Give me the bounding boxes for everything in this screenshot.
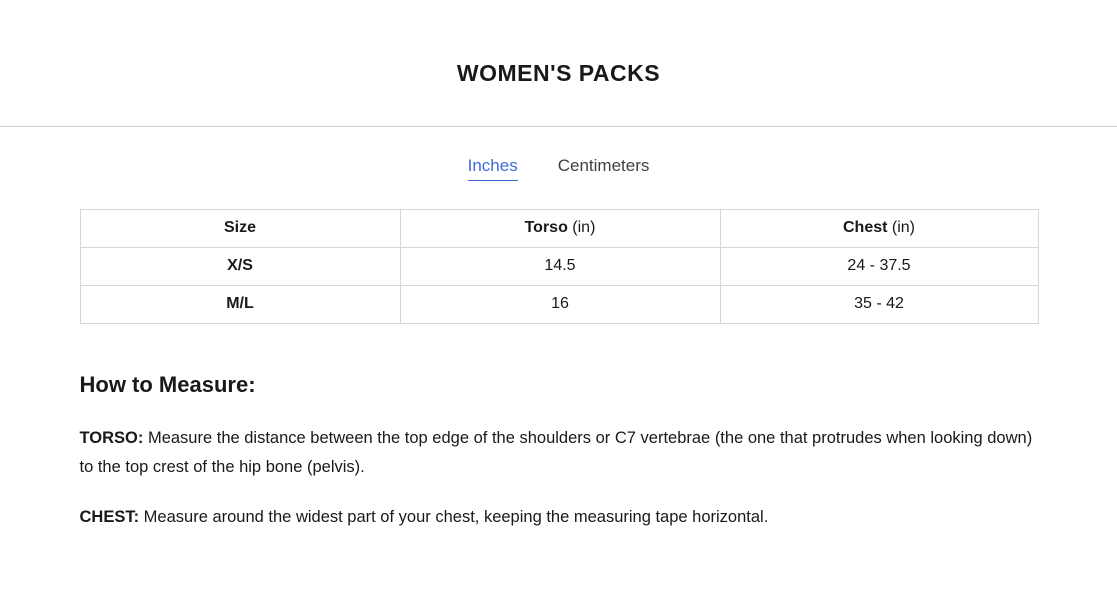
cell-torso: 16: [400, 285, 720, 323]
unit-toggle-group: [0, 155, 1117, 181]
column-header-torso: [400, 209, 720, 247]
tab-inches[interactable]: Inches: [468, 155, 518, 181]
column-header-chest-label: Chest: [842, 219, 888, 237]
cell-chest: 35 - 42: [720, 285, 1038, 323]
table-row: [80, 247, 1038, 285]
measure-instruction-chest: [80, 503, 1038, 532]
column-header-chest-unit: (in): [887, 219, 915, 237]
how-to-measure-heading: How to Measure:: [79, 371, 256, 397]
measure-text-chest: Measure around the widest part of your chest, keeping the measuring tape horizontal.: [139, 508, 769, 527]
size-table: [80, 209, 1039, 324]
page-title: WOMEN'S PACKS: [456, 60, 661, 86]
measure-instruction-torso: [80, 424, 1038, 482]
header-divider: [0, 126, 1117, 127]
cell-torso: 14.5: [400, 247, 720, 285]
table-header-row: [80, 209, 1038, 247]
tab-centimeters[interactable]: Centimeters: [557, 156, 650, 176]
column-header-torso-unit: (in): [567, 219, 596, 237]
column-header-torso-label: Torso: [524, 219, 568, 237]
cell-size: X/S: [80, 247, 400, 285]
measure-text-torso: Measure the distance between the top edge of the shoulders or C7 vertebrae (the one that protrudes when looking down) to the top crest of the hip bone (pelvis).: [79, 428, 1033, 476]
size-table-container: [80, 209, 1038, 324]
column-header-size-label: Size: [223, 219, 256, 237]
table-row: [80, 285, 1038, 323]
how-to-measure-section: [80, 372, 1038, 533]
measure-label-chest: CHEST:: [79, 508, 140, 527]
column-header-chest: [720, 209, 1038, 247]
measure-label-torso: TORSO:: [79, 428, 144, 447]
cell-size: M/L: [80, 285, 400, 323]
cell-chest: 24 - 37.5: [720, 247, 1038, 285]
column-header-size: [80, 209, 400, 247]
